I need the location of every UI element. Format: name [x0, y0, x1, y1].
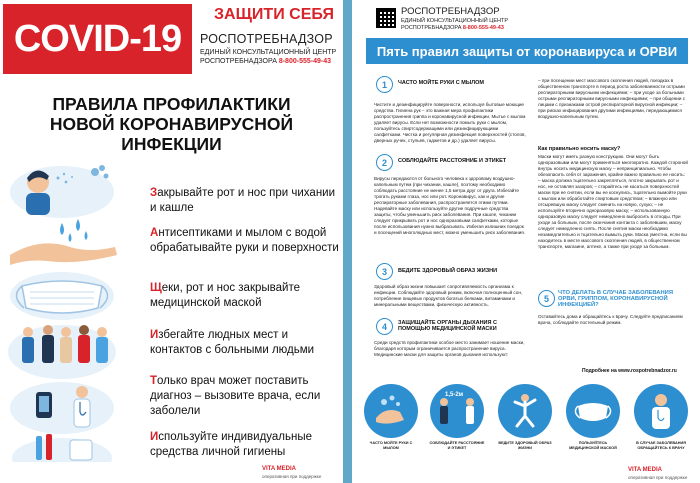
mask-icon: [566, 384, 620, 438]
section-body-1: Чистите и дезинфицируйте поверхности, используя бытовые моющие средства. Гигиена рук – это важная мера профилактики распространения гриппа и коронавирусной инфекции. Мытье с мылом удаляет вирусы. Если нет возможности помыть руки с мылом, пользуйтесь спиртсодержащими или дезинфицирующими салфетками. Чистка и регулярная дезинфекция поверхностей (столов, дверных ручек, стульев, гаджетов и др.) удаляет вирусы.: [374, 102, 526, 143]
section-body-3: Здоровый образ жизни повышает сопротивляемость организма к инфекции. Соблюдайте здоровый режим, включая полноценный сон, потребление пищевых продуктов богатых белками, витаминами и минеральными веществами, физическую активность.: [374, 284, 523, 307]
sneeze-illustration: [0, 160, 125, 220]
rule-item-5: [150, 374, 340, 419]
mask-circle: [566, 384, 620, 438]
covid-label-box: [3, 4, 192, 74]
left-poster: [0, 0, 343, 483]
strip-label-2: СОБЛЮДАЙТЕ РАССТОЯНИЕ И ЭТИКЕТ: [429, 441, 485, 450]
heading-line-2: НОВОЙ КОРОНАВИРУСНОЙ: [49, 114, 294, 134]
hand-wash-icon: [364, 384, 418, 438]
org-hotline: [401, 25, 504, 31]
org-hotline: [200, 58, 331, 65]
rule-initial: Т: [150, 375, 158, 387]
section-body-4: Среди средств профилактики особое место занимает ношение маски, благодаря которым ограничивается распространение вируса. Медицинские маски для защиты органов дыхания используют:: [374, 340, 525, 357]
healthy-life-circle: [498, 384, 552, 438]
rule-item-6: [150, 430, 340, 460]
section-number-1: 1: [376, 76, 393, 93]
doctor-circle: [634, 384, 688, 438]
section-title-2: СОБЛЮДАЙТЕ РАССТОЯНИЕ И ЭТИКЕТ: [398, 158, 507, 164]
strip-label-4: ПОЛЬЗУЙТЕСЬ МЕДИЦИНСКОЙ МАСКОЙ: [569, 441, 617, 450]
publisher-brand: VITA MEDIA: [262, 466, 296, 472]
bottom-icon-strip: [362, 384, 692, 450]
strip-label-3: ВЕДИТЕ ЗДОРОВЫЙ ОБРАЗ ЖИЗНИ: [498, 441, 552, 450]
personal-hygiene-illustration: [0, 432, 125, 462]
rule-initial: Щ: [150, 282, 162, 294]
org-hotline-prefix: РОСПОТРЕБНАДЗОРА: [200, 58, 277, 65]
mask-question: Как правильно носить маску?: [538, 146, 621, 152]
heading-line-1: ПРАВИЛА ПРОФИЛАКТИКИ: [52, 94, 291, 114]
rule-text: нтисептиками и мылом с водой обрабатывайте руки и поверхности: [150, 227, 339, 254]
banner-title: Пять правил защиты от коронавируса и ОРВИ: [376, 43, 678, 59]
section-title-3: ВЕДИТЕ ЗДОРОВЫЙ ОБРАЗ ЖИЗНИ: [398, 268, 498, 274]
mask-wearing-body: Маски могут иметь разную конструкцию. Они могут быть одноразовыми или могут применяться многократно. Каждой стороной внутрь носить медицинскую маску – непринципиально. Чтобы обезопасить себя от заражения, крайне важно правильно ее носить: – маска должна тщательно закрепляться, плотно закрывать рот и нос, не оставляя зазоров; – старайтесь не касаться поверхностей маски при ее снятии, если вы ее коснулись, тщательно вымойте руки с мылом или обработайте спиртовым средством; – влажную или отсыревшую маску следует сменить на новую, сухую; – не используйте вторично одноразовую маску; – использованную одноразовую маску следует немедленно выбросить в отходы. При уходе за больным, после окончания контакта с заболевшим, маску следует немедленно снять. После снятия маски необходимо незамедлительно и тщательно вымыть руки. Маска уместна, если вы находитесь в месте массового скопления людей, в общественном транспорте, магазине, аптеке, а также при уходе за больным.: [538, 154, 688, 249]
more-info-source: Подробнее на www.rospotrebnadzor.ru: [582, 368, 677, 374]
qr-code-icon: [376, 8, 396, 28]
mask-usage-list: – при посещении мест массового скопления людей, поездках в общественном транспорте в период роста заболеваемости острыми респираторными вирусными инфекциями; – при уходе за больными острыми респираторными вирусными инфекциями; – при общении с лицами с признаками острой респираторной вирусной инфекции; – при рисках инфицирования другими инфекциями, передающимися воздушно-капельным путем.: [538, 78, 686, 119]
section-number-4: 4: [376, 318, 393, 335]
doctor-call-illustration: [0, 378, 125, 436]
publisher-note: оперативная при поддержке: [262, 474, 322, 479]
rule-item-1: [150, 186, 340, 216]
org-hotline-prefix: РОСПОТРЕБНАДЗОРА: [401, 25, 462, 31]
protect-yourself-title: ЗАЩИТИ СЕБЯ: [214, 6, 334, 23]
crowd-illustration: [0, 320, 125, 380]
rule-initial: И: [150, 329, 159, 341]
strip-label-5: В СЛУЧАЕ ЗАБОЛЕВАНИЯ ОБРАЩАЙТЕСЬ К ВРАЧУ: [636, 441, 686, 450]
rule-text: акрывайте рот и нос при чихании и кашле: [150, 187, 336, 214]
rule-text: олько врач может поставить диагноз – вызовите врача, если заболели: [150, 375, 321, 417]
section-number-5: 5: [538, 290, 555, 307]
org-name: РОСПОТРЕБНАДЗОР: [401, 6, 500, 17]
hotline-phone: 8-800-555-49-43: [278, 58, 331, 65]
right-poster: [352, 0, 700, 483]
publisher-brand: VITA MEDIA: [628, 467, 662, 473]
distance-label: 1,5-2м: [445, 392, 464, 398]
rule-text: еки, рот и нос закрывайте медицинской маской: [150, 282, 300, 309]
org-name: РОСПОТРЕБНАДЗОР: [200, 32, 333, 46]
rule-item-4: [150, 328, 340, 358]
section-title-1: ЧАСТО МОЙТЕ РУКИ С МЫЛОМ: [398, 80, 484, 86]
medical-mask-illustration: [0, 268, 125, 323]
section-title-5: ЧТО ДЕЛАТЬ В СЛУЧАЕ ЗАБОЛЕВАНИЯ ОРВИ, ГРИППОМ, КОРОНАВИРУСНОЙ ИНФЕКЦИЕЙ?: [558, 290, 674, 308]
section-body-5: Оставайтесь дома и обращайтесь к врачу. Следуйте предписаниям врача, соблюдайте постельный режим.: [538, 314, 683, 325]
illustration-column: [0, 160, 128, 460]
section-body-2: Вирусы передаются от больного человека к здоровому воздушно-капельным путем (при чихании, кашле), поэтому необходимо соблюдать расстояние не менее 1,5 метра друг от друга. Избегайте трогать руками глаза, нос или рот. Коронавирус, как и другие респираторные заболевания, распространяется этими путями. Надевайте маску или используйте другие подручные средства защиты, чтобы уменьшить риск заболевания. При кашле, чихании следует прикрывать рот и нос одноразовыми салфетками, которые после использования нужно выбрасывать. Избегая излишних поездок и посещений многолюдных мест, можно уменьшить риск заболевания.: [374, 176, 526, 235]
main-heading: [30, 94, 313, 154]
rule-item-2: [150, 226, 340, 256]
org-subtitle: ЕДИНЫЙ КОНСУЛЬТАЦИОННЫЙ ЦЕНТР: [200, 49, 337, 56]
exercise-icon: [498, 384, 552, 438]
rule-initial: З: [150, 187, 158, 199]
rule-text: збегайте людных мест и контактов с больными людьми: [150, 329, 315, 356]
rule-initial: А: [150, 227, 159, 239]
hotline-phone: 8-800-555-49-43: [462, 25, 504, 31]
hand-wash-illustration: [0, 215, 125, 270]
doctor-icon: [634, 384, 688, 438]
rule-item-3: [150, 281, 340, 311]
section-number-2: 2: [376, 154, 393, 171]
strip-label-1: ЧАСТО МОЙТЕ РУКИ С МЫЛОМ: [369, 441, 413, 450]
covid-title: COVID-19: [13, 17, 182, 60]
org-subtitle: ЕДИНЫЙ КОНСУЛЬТАЦИОННЫЙ ЦЕНТР: [401, 18, 509, 24]
publisher-note: оперативная при поддержке: [628, 475, 688, 480]
five-rules-banner: [366, 38, 688, 64]
heading-line-3: ИНФЕКЦИИ: [121, 134, 222, 154]
rule-initial: И: [150, 431, 159, 443]
section-title-4: ЗАЩИЩАЙТЕ ОРГАНЫ ДЫХАНИЯ С ПОМОЩЬЮ МЕДИЦИНСКОЙ МАСКИ: [398, 320, 497, 332]
rule-text: спользуйте индивидуальные средства личной гигиены: [150, 431, 313, 458]
section-number-3: 3: [376, 263, 393, 280]
wash-hands-circle: [364, 384, 418, 438]
distance-circle: [430, 384, 484, 438]
